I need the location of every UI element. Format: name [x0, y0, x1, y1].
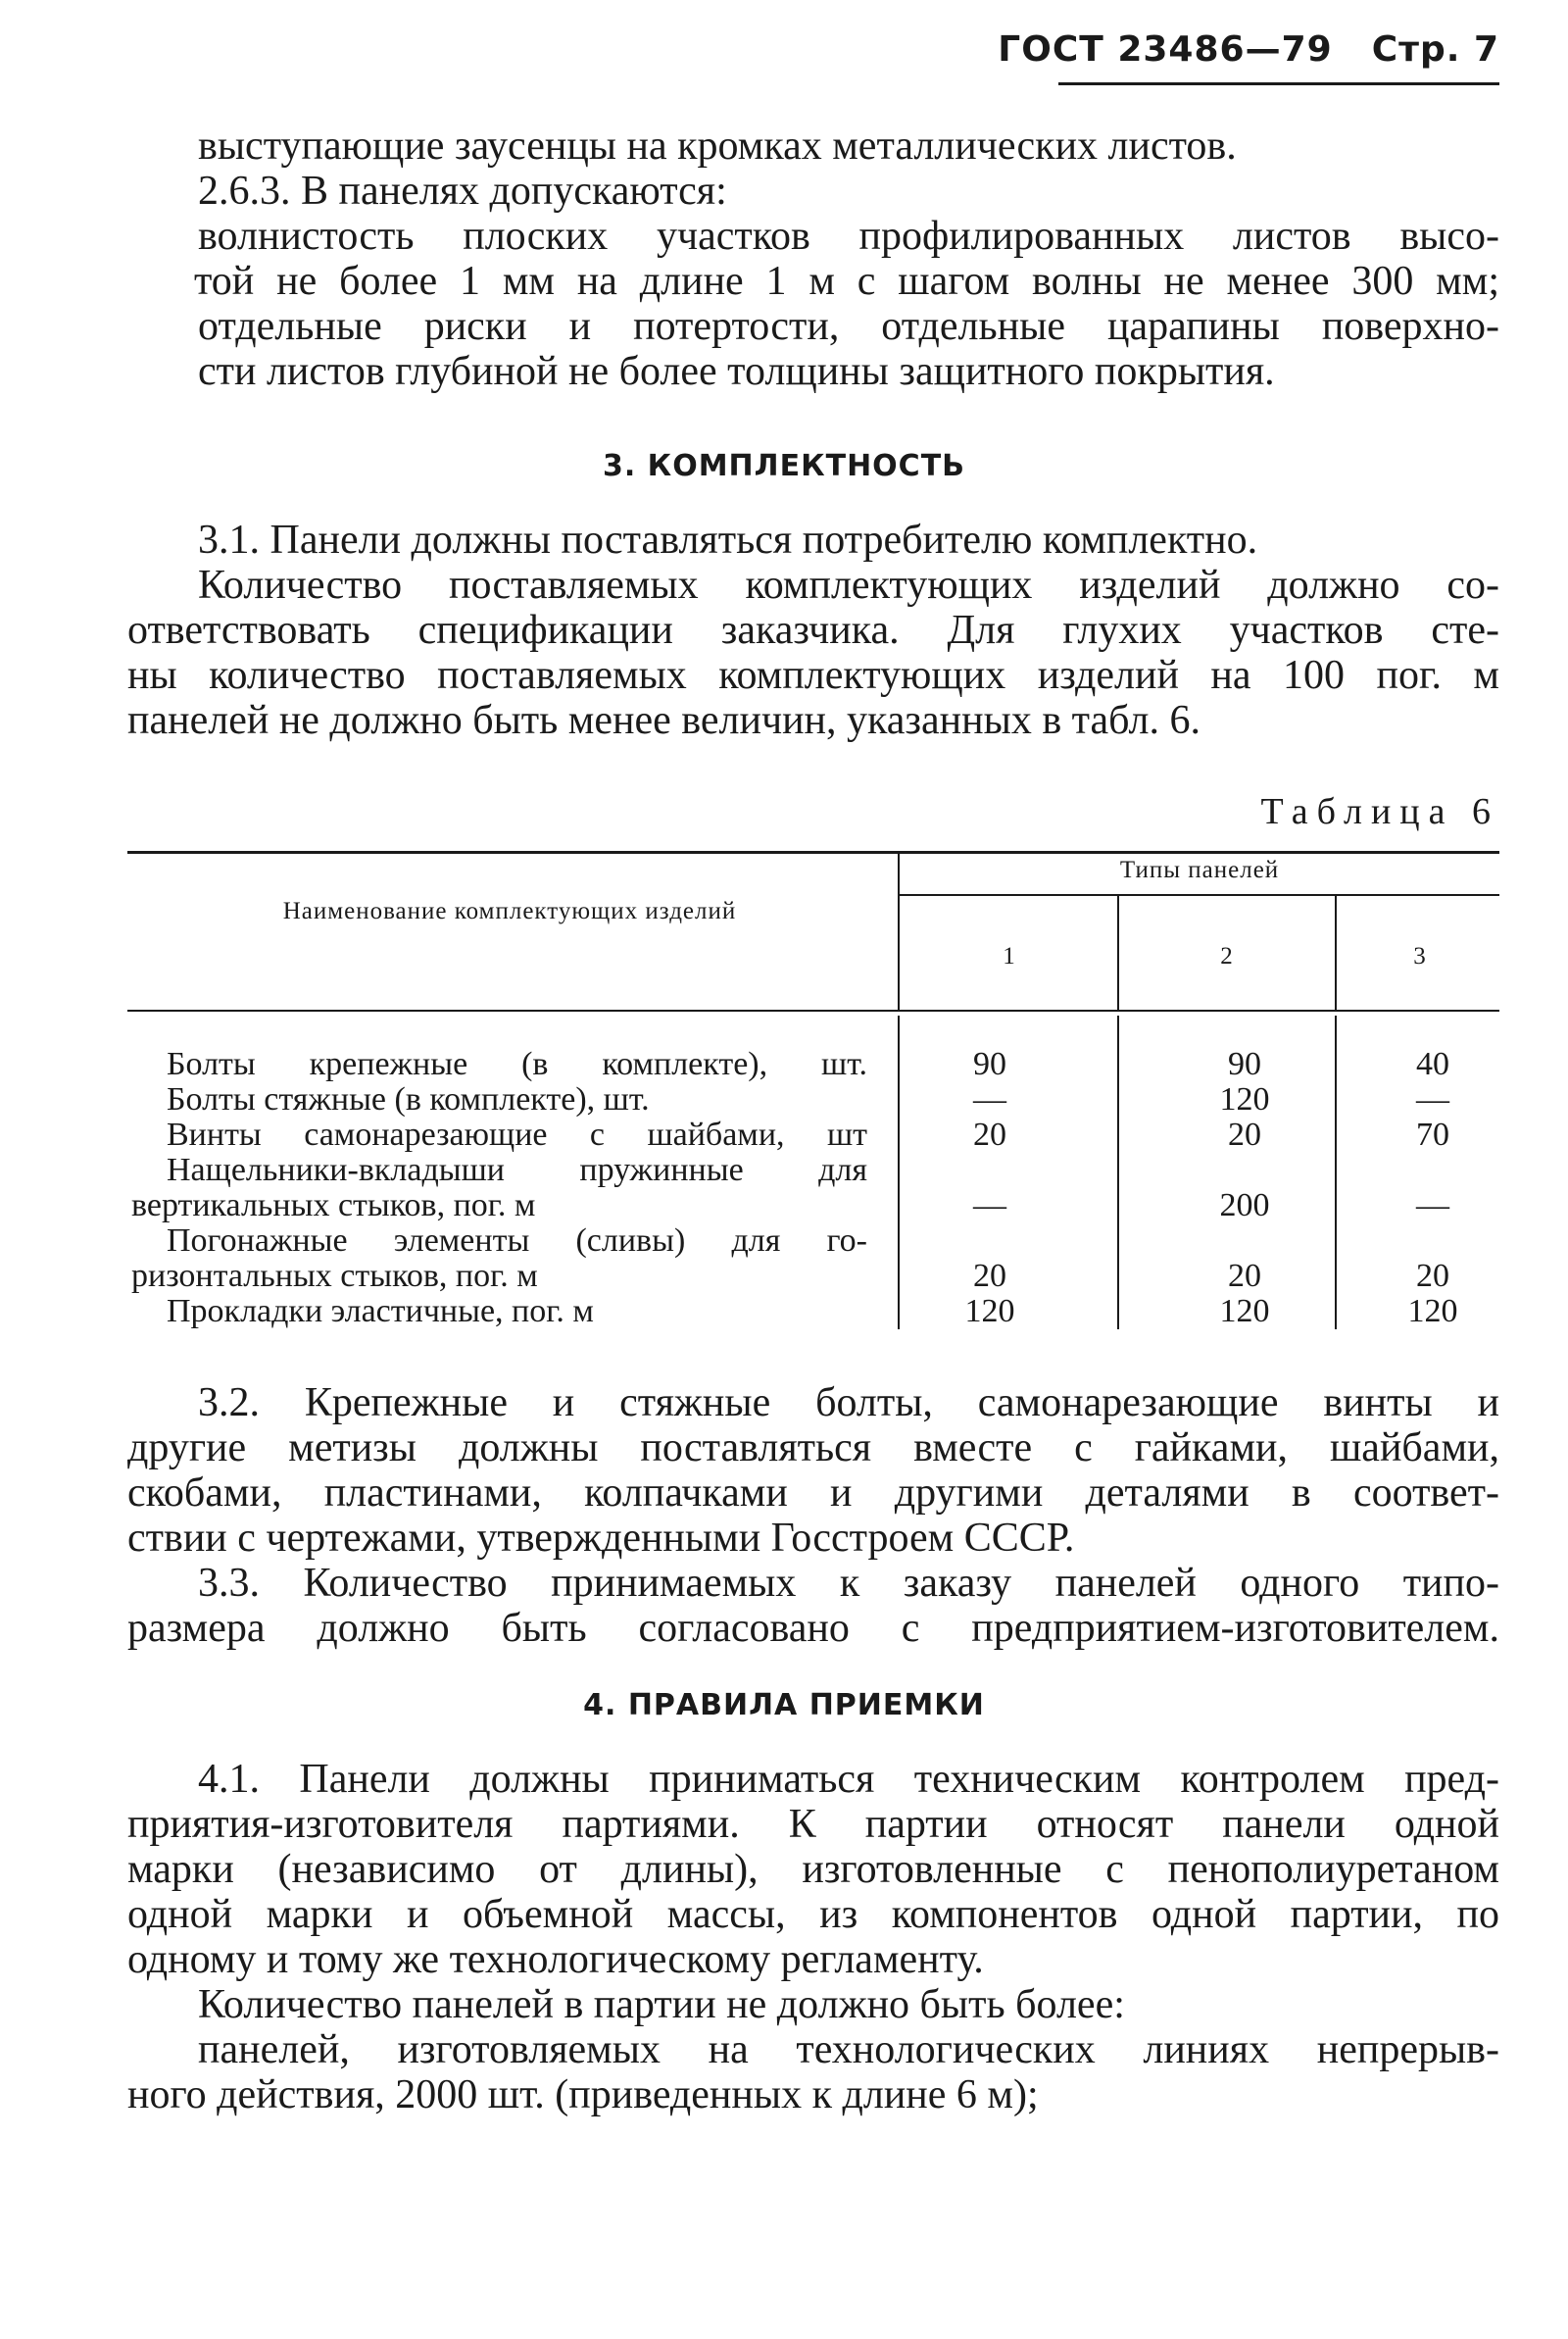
- text-line: отдельные риски и потертости, отдельные царапины поверхно-: [198, 304, 1499, 349]
- text-line: ны количество поставляемых комплектующих изделий на 100 пог. м: [127, 653, 1499, 698]
- col-divider: [1335, 894, 1337, 1010]
- name-column-header: Наименование комплектующих изделий: [282, 898, 737, 924]
- table-cell: —: [973, 1081, 1006, 1118]
- table-top-rule: [127, 851, 1499, 854]
- header-bottom-rule: [127, 1010, 1499, 1012]
- table-cell: 20: [1416, 1258, 1449, 1294]
- type-col-1: 1: [1003, 943, 1016, 970]
- col-divider: [1117, 894, 1119, 1010]
- text-line: сти листов глубиной не более толщины защитного покрытия.: [198, 349, 1275, 394]
- text-line: 2.6.3. В панелях допускаются:: [198, 169, 727, 214]
- type-col-3: 3: [1413, 943, 1427, 970]
- text-line: 3.3. Количество принимаемых к заказу панелей одного типо-: [198, 1561, 1499, 1606]
- text-line: 3.1. Панели должны поставляться потребителю комплектно.: [198, 518, 1258, 563]
- running-header: [998, 29, 1499, 70]
- text-line: 4.1. Панели должны приниматься техническим контролем пред-: [198, 1757, 1499, 1802]
- section3-text: [127, 518, 1499, 743]
- table-cell: 20: [1228, 1117, 1261, 1153]
- group-header-rule: [900, 894, 1499, 896]
- text-line: панелей, изготовляемых на технологических линиях непрерыв-: [198, 2027, 1499, 2072]
- table-row-name: Болты стяжные (в комплекте), шт.: [167, 1081, 650, 1118]
- col-divider: [1335, 1016, 1337, 1329]
- section4-text: [127, 1757, 1499, 2117]
- text-line: скобами, пластинами, колпачками и другими деталями в соответ-: [127, 1470, 1499, 1516]
- table-row-name: Болты крепежные (в комплекте), шт.: [167, 1046, 867, 1082]
- table-cell: 90: [973, 1046, 1006, 1082]
- table-cell: —: [1416, 1187, 1449, 1223]
- text-line: панелей не должно быть менее величин, указанных в табл. 6.: [127, 698, 1200, 743]
- text-line: одной марки и объемной массы, из компонентов одной партии, по: [127, 1892, 1499, 1937]
- text-line: 3.2. Крепежные и стяжные болты, самонарезающие винты и: [198, 1380, 1499, 1425]
- col-divider: [1117, 1016, 1119, 1329]
- standard-number: ГОСТ 23486—79: [998, 29, 1333, 70]
- table-cell: 40: [1416, 1046, 1449, 1082]
- section3b-text: [127, 1380, 1499, 1651]
- text-line: приятия-изготовителя партиями. К партии относят панели одной: [127, 1802, 1499, 1847]
- page-number: Стр. 7: [1371, 29, 1499, 70]
- table-cell: 200: [1219, 1187, 1270, 1223]
- section-heading: 4. ПРАВИЛА ПРИЕМКИ: [583, 1688, 985, 1722]
- table-row-name-cont: вертикальных стыков, пог. м: [131, 1187, 536, 1223]
- text-line: выступающие заусенцы на кромках металлических листов.: [198, 124, 1237, 169]
- text-line: ответствовать спецификации заказчика. Для глухих участков сте-: [127, 608, 1499, 653]
- text-line: размера должно быть согласовано с предприятием-изготовителем.: [127, 1606, 1499, 1651]
- table-cell: 120: [964, 1293, 1015, 1329]
- table-cell: 90: [1228, 1046, 1261, 1082]
- table-cell: 120: [1407, 1293, 1458, 1329]
- table-row-name: Нащельники-вкладыши пружинные для: [167, 1152, 867, 1188]
- table-cell: 70: [1416, 1117, 1449, 1153]
- text-line: ного действия, 2000 шт. (приведенных к длине 6 м);: [127, 2072, 1039, 2117]
- table-cell: 120: [1219, 1293, 1270, 1329]
- table-row-name: Винты самонарезающие с шайбами, шт: [167, 1117, 867, 1153]
- type-col-2: 2: [1220, 943, 1234, 970]
- text-line: ствии с чертежами, утвержденными Госстроем СССР.: [127, 1516, 1075, 1561]
- table-cell: 20: [1228, 1258, 1261, 1294]
- table-cell: —: [973, 1187, 1006, 1223]
- text-line: Количество поставляемых комплектующих изделий должно со-: [198, 563, 1499, 608]
- table-cell: 20: [973, 1258, 1006, 1294]
- table-cell: 20: [973, 1117, 1006, 1153]
- text-line: другие метизы должны поставляться вместе с гайками, шайбами,: [127, 1425, 1499, 1470]
- table-cell: 120: [1219, 1081, 1270, 1118]
- panel-types-header: Типы панелей: [1119, 857, 1280, 883]
- col-divider: [898, 1016, 900, 1329]
- text-line: Количество панелей в партии не должно быть более:: [198, 1982, 1125, 2027]
- text-line: одному и тому же технологическому регламенту.: [127, 1937, 984, 1982]
- table-row-name-cont: ризонтальных стыков, пог. м: [131, 1258, 538, 1294]
- text-line: той не более 1 мм на длине 1 м с шагом волны не менее 300 мм;: [194, 259, 1499, 304]
- table-cell: —: [1416, 1081, 1449, 1118]
- text-line: марки (независимо от длины), изготовленные с пенополиуретаном: [127, 1847, 1499, 1892]
- section-heading: 3. КОМПЛЕКТНОСТЬ: [602, 449, 966, 483]
- table-row-name: Прокладки эластичные, пог. м: [167, 1293, 594, 1329]
- header-rule: [1058, 82, 1499, 85]
- table-caption: Таблица 6: [1260, 791, 1499, 832]
- table-row-name: Погонажные элементы (сливы) для го-: [167, 1222, 867, 1259]
- text-line: волнистость плоских участков профилированных листов высо-: [198, 214, 1499, 259]
- intro-text: [194, 124, 1499, 394]
